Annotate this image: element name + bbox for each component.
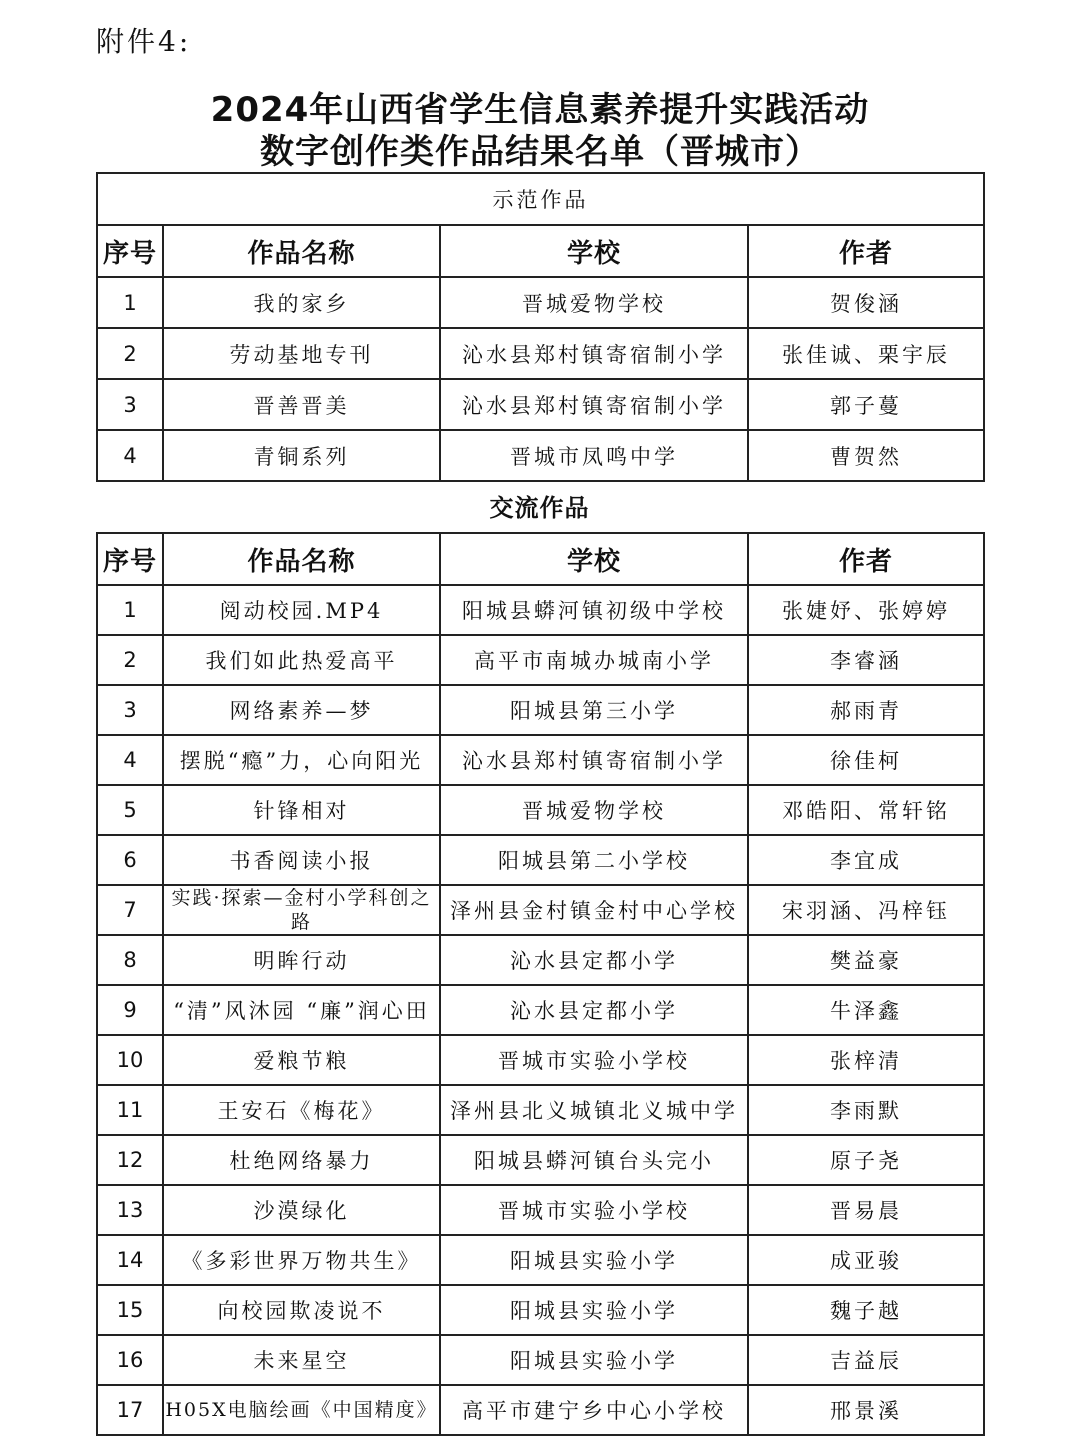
cell-school: 晋城市实验小学校 [440,1035,748,1085]
cell-no: 4 [97,735,163,785]
cell-school: 高平市建宁乡中心小学校 [440,1385,748,1435]
cell-author: 原子尧 [748,1135,984,1185]
exchange-header-row [97,533,984,585]
cell-no: 2 [97,635,163,685]
cell-author: 成亚骏 [748,1235,984,1285]
col-header-school: 学校 [440,533,748,585]
table-row [97,1085,984,1135]
cell-work: 晋善晋美 [163,379,440,430]
cell-work: 未来星空 [163,1335,440,1385]
cell-work: 劳动基地专刊 [163,328,440,379]
cell-school: 晋城市凤鸣中学 [440,430,748,481]
cell-no: 14 [97,1235,163,1285]
cell-work: 爱粮节粮 [163,1035,440,1085]
cell-work: 阅动校园.MP4 [163,585,440,635]
cell-work: 杜绝网络暴力 [163,1135,440,1185]
cell-school: 沁水县郑村镇寄宿制小学 [440,328,748,379]
cell-school: 阳城县实验小学 [440,1285,748,1335]
table-row [97,430,984,481]
cell-no: 11 [97,1085,163,1135]
cell-no: 1 [97,277,163,328]
cell-author: 樊益豪 [748,935,984,985]
table-row [97,1035,984,1085]
cell-work: 明眸行动 [163,935,440,985]
table-row [97,1235,984,1285]
cell-no: 15 [97,1285,163,1335]
cell-no: 6 [97,835,163,885]
col-header-school: 学校 [440,225,748,277]
table-row [97,1135,984,1185]
cell-school: 阳城县蟒河镇台头完小 [440,1135,748,1185]
table-row [97,635,984,685]
cell-work: H05X电脑绘画《中国精度》 [163,1385,440,1435]
cell-work: 青铜系列 [163,430,440,481]
table-row [97,735,984,785]
cell-author: 郝雨青 [748,685,984,735]
cell-author: 张婕妤、张婷婷 [748,585,984,635]
cell-school: 阳城县蟒河镇初级中学校 [440,585,748,635]
cell-school: 沁水县郑村镇寄宿制小学 [440,735,748,785]
table-row [97,277,984,328]
cell-work: 沙漠绿化 [163,1185,440,1235]
cell-work: 书香阅读小报 [163,835,440,885]
cell-author: 牛泽鑫 [748,985,984,1035]
cell-author: 李宜成 [748,835,984,885]
cell-no: 4 [97,430,163,481]
cell-no: 5 [97,785,163,835]
exchange-section-heading: 交流作品 [489,494,590,522]
cell-work: 《多彩世界万物共生》 [163,1235,440,1285]
cell-school: 沁水县定都小学 [440,935,748,985]
cell-work: 针锋相对 [163,785,440,835]
cell-author: 邢景溪 [748,1385,984,1435]
cell-school: 沁水县郑村镇寄宿制小学 [440,379,748,430]
table-row [97,935,984,985]
cell-school: 泽州县北义城镇北义城中学 [440,1085,748,1135]
table-row [97,835,984,885]
cell-work: 向校园欺凌说不 [163,1285,440,1335]
table-row [97,985,984,1035]
demo-works-table [96,172,985,482]
cell-author: 郭子蔓 [748,379,984,430]
cell-author: 晋易晨 [748,1185,984,1235]
cell-work: 摆脱“瘾”力，心向阳光 [163,735,440,785]
cell-no: 7 [97,885,163,935]
cell-author: 曹贺然 [748,430,984,481]
cell-no: 9 [97,985,163,1035]
cell-work: 我的家乡 [163,277,440,328]
cell-school: 晋城爱物学校 [440,277,748,328]
col-header-author: 作者 [748,533,984,585]
cell-school: 晋城市实验小学校 [440,1185,748,1235]
cell-no: 17 [97,1385,163,1435]
cell-no: 12 [97,1135,163,1185]
cell-school: 阳城县实验小学 [440,1235,748,1285]
table-row [97,685,984,735]
cell-no: 2 [97,328,163,379]
cell-no: 10 [97,1035,163,1085]
cell-work: “清”风沐园 “廉”润心田 [163,985,440,1035]
table-row [97,1285,984,1335]
col-header-work: 作品名称 [163,225,440,277]
table-row [97,885,984,935]
cell-author: 张梓清 [748,1035,984,1085]
cell-work: 网络素养—梦 [163,685,440,735]
demo-section-heading: 示范作品 [97,173,984,225]
cell-author: 李睿涵 [748,635,984,685]
cell-school: 泽州县金村镇金村中心学校 [440,885,748,935]
cell-school: 高平市南城办城南小学 [440,635,748,685]
table-row [97,328,984,379]
cell-author: 李雨默 [748,1085,984,1135]
col-header-no: 序号 [97,225,163,277]
document-title-line1: 2024年山西省学生信息素养提升实践活动 [210,90,870,130]
table-row [97,1335,984,1385]
cell-work: 王安石《梅花》 [163,1085,440,1135]
cell-author: 邓皓阳、常轩铭 [748,785,984,835]
cell-no: 3 [97,685,163,735]
cell-school: 晋城爱物学校 [440,785,748,835]
cell-school: 阳城县第二小学校 [440,835,748,885]
col-header-author: 作者 [748,225,984,277]
cell-no: 13 [97,1185,163,1235]
cell-author: 宋羽涵、冯梓钰 [748,885,984,935]
cell-school: 阳城县第三小学 [440,685,748,735]
col-header-no: 序号 [97,533,163,585]
attachment-label: 附件4: [96,25,192,58]
cell-no: 8 [97,935,163,985]
cell-no: 16 [97,1335,163,1385]
cell-no: 1 [97,585,163,635]
cell-author: 魏子越 [748,1285,984,1335]
cell-author: 贺俊涵 [748,277,984,328]
cell-author: 张佳诚、栗宇辰 [748,328,984,379]
document-title-line2: 数字创作类作品结果名单（晋城市） [260,132,820,172]
table-row [97,585,984,635]
col-header-work: 作品名称 [163,533,440,585]
table-row [97,1385,984,1435]
cell-school: 沁水县定都小学 [440,985,748,1035]
cell-author: 徐佳柯 [748,735,984,785]
exchange-works-table [96,532,985,1436]
cell-no: 3 [97,379,163,430]
table-row [97,1185,984,1235]
table-row [97,785,984,835]
cell-author: 吉益辰 [748,1335,984,1385]
cell-work: 我们如此热爱高平 [163,635,440,685]
cell-school: 阳城县实验小学 [440,1335,748,1385]
demo-header-row [97,225,984,277]
cell-work: 实践·探索—金村小学科创之路 [163,885,440,935]
table-row [97,379,984,430]
